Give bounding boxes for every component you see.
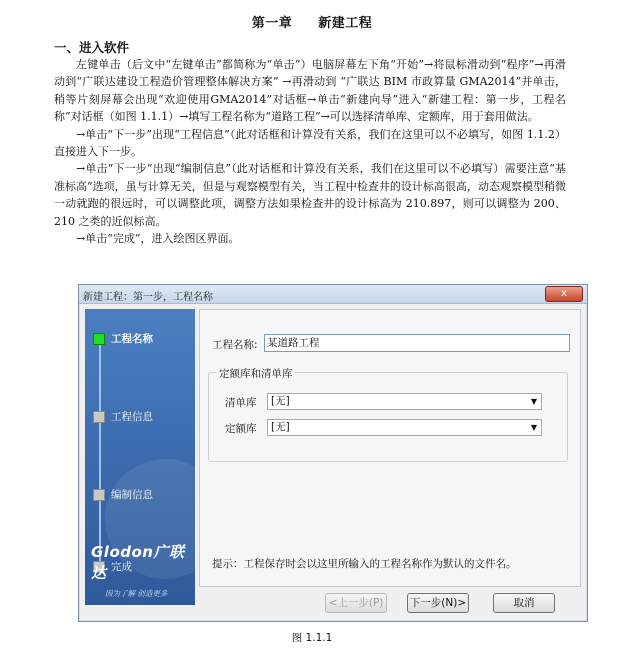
step-label: 工程名称	[111, 333, 153, 345]
wizard-steps-panel	[85, 309, 195, 605]
steps-connector-line	[99, 339, 101, 575]
paragraph: →单击“下一步”出现“工程信息”（此对话框和计算没有关系，我们在这里可以不必填写，如图 1.1.2）直接进入下一步。	[54, 127, 566, 159]
step-label: 工程信息	[111, 411, 153, 423]
step-indicator-icon	[93, 411, 105, 423]
close-button[interactable]: x	[545, 286, 583, 302]
chapter-title	[0, 12, 624, 31]
next-button[interactable]: 下一步(N)>	[407, 593, 469, 613]
figure-caption: 图 1.1.1	[291, 632, 333, 644]
step-label: 完成	[111, 561, 132, 573]
step-label: 编制信息	[111, 489, 153, 501]
chevron-down-icon: ▼	[530, 397, 537, 406]
bill-library-select[interactable]	[267, 393, 542, 410]
glodon-logo: Glodon广联达	[91, 543, 185, 582]
step-project-name	[93, 331, 153, 346]
quota-library-label: 定额库	[225, 423, 257, 435]
cancel-button[interactable]: 取消	[493, 593, 555, 613]
bill-library-value: [无]	[271, 395, 290, 407]
dialog-title: 新建工程：第一步，工程名称	[83, 292, 213, 303]
wizard-content-panel	[199, 309, 581, 587]
paragraph: →单击“下一步”出现“编制信息”（此对话框和计算没有关系，我们在这里可以不必填写）需要注意“基准标高”选项，虽与计算无关，但是与观察模型有关，当工程中检查井的设计标高很高，动态观察模型稍微一动就跑的很远时，可以调整此项，调整方法如果检查井的设计标高为 210.897，则可以调整为 200、210 之类的近似标高。	[54, 162, 566, 228]
step-indicator-icon	[93, 489, 105, 501]
logo-slogan: 因为了解 创造更多	[105, 589, 168, 598]
body-text	[54, 56, 566, 247]
library-group	[208, 368, 568, 462]
paragraph: 左键单击（后文中“左键单击”都简称为“单击”）电脑屏幕左下角“开始”→将鼠标滑动到“程序”→再滑动到“广联达建设工程造价管理整体解决方案” →再滑动到 “广联达 BIM 市政算量 GMA2014”并单击，稍等片刻屏幕会出现“欢迎使用GMA2014”对话框→单击“新建向导”进入“新建工程：第一步，工程名称”对话框（如图 1.1.1）→填写工程名称为“道路工程”→可以选择清单库、定额库，用于套用做法。	[54, 58, 566, 124]
new-project-dialog	[78, 284, 588, 622]
quota-library-value: [无]	[271, 421, 290, 433]
paragraph: →单击“完成”，进入绘图区界面。	[76, 232, 240, 246]
library-group-title: 定额库和清单库	[219, 368, 293, 380]
quota-library-select[interactable]	[267, 419, 542, 436]
project-name-label: 工程名称:	[212, 339, 258, 351]
hint-text: 提示：工程保存时会以这里所输入的工程名称作为默认的文件名。	[212, 558, 517, 570]
chevron-down-icon: ▼	[530, 423, 537, 432]
step-compile-info	[93, 487, 153, 502]
bill-library-label: 清单库	[225, 397, 257, 409]
project-name-input[interactable]: 某道路工程	[264, 334, 570, 352]
prev-button[interactable]: <上一步(P)	[325, 593, 387, 613]
chapter-name: 新建工程	[318, 16, 373, 31]
step-project-info	[93, 409, 153, 424]
section-heading: 一、进入软件	[54, 40, 130, 55]
dialog-titlebar	[79, 285, 587, 304]
chapter-number: 第一章	[251, 16, 293, 31]
step-indicator-icon	[93, 333, 105, 345]
